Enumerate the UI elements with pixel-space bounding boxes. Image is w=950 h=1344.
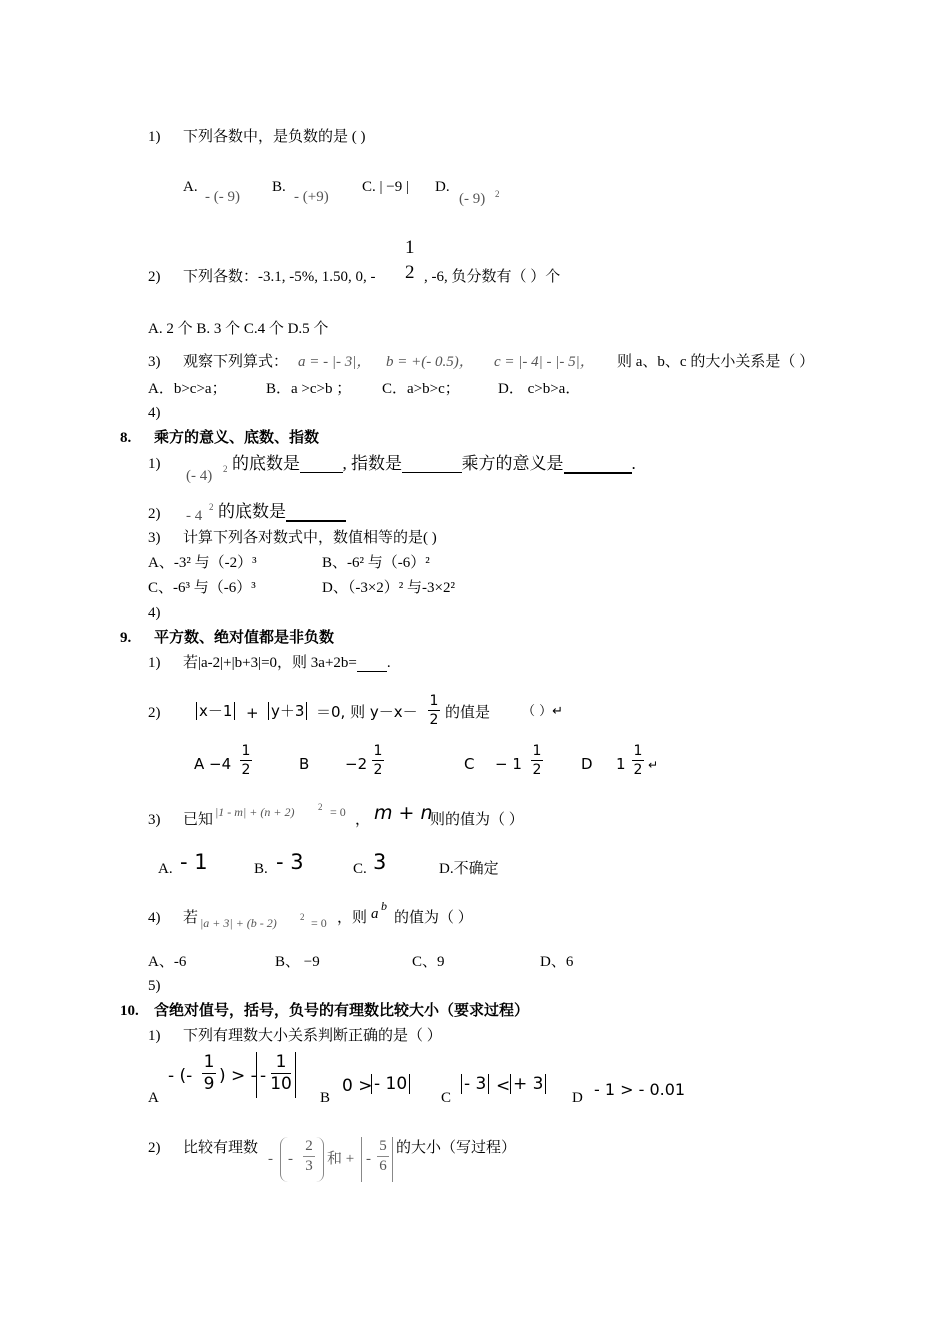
sec10-q1-option-b-expr: 0 > [342,1076,373,1096]
q1-option-d-exponent: 2 [495,189,500,199]
sec9-q2-option-a: A −4 [194,755,232,773]
q2-fraction-numerator: 1 [405,237,415,258]
sec10-q1-option-a-frac1: 1 9 [203,1052,215,1094]
sec9-q1-blank [357,656,387,672]
sec9-q1-end: . [386,655,391,671]
q2-text-after: , -6, 负分数有（ ）个 [424,269,561,285]
section-10-title: 含绝对值号，括号，负号的有理数比较大小（要求过程） [154,1003,530,1019]
sec10-q1-option-a-minus: - [260,1066,267,1086]
sec9-q4-text: 的值为（ ） [394,910,473,926]
sec9-q2-option-c-val: − 1 [495,755,522,773]
sec9-q3-exponent: 2 [318,802,323,812]
section-9-number: 9. [120,630,132,646]
sec10-q2-frac1: 2 3 [303,1139,315,1174]
sec9-q2-abs1: x－1 [196,704,235,719]
section-9-title: 平方数、绝对值都是非负数 [154,630,335,646]
sec10-q1-option-a-frac2: 1 10 [270,1052,292,1094]
section-8-title: 乘方的意义、底数、指数 [154,430,320,446]
q1-option-d-label: D. [435,179,450,195]
sec10-q1-option-c-abs1: - 3 [461,1076,489,1093]
sec9-q2-fraction [428,694,440,727]
sec10-q2-frac2: 5 6 [377,1139,389,1174]
sec9-q4-option-c: C、9 [412,954,445,970]
q3-expr-b: b = +(- 0.5)， [386,354,474,370]
sec8-q2-blank [286,503,346,522]
sec8-q4-number: 4) [148,605,161,621]
sec9-q2-option-d: D [581,755,593,773]
sec10-q1-option-c-label: C [441,1090,452,1106]
sec9-q2-option-c: C [464,755,475,773]
sec8-q1-text2: , 指数是 [342,454,402,473]
sec10-q1-option-b-abs: - 10 [371,1076,410,1093]
sec9-q3-option-d: D.不确定 [439,861,499,877]
sec9-q3-option-a: A. [158,861,173,877]
sec10-q1-text: 下列有理数大小关系判断正确的是（ ） [183,1028,442,1044]
q2-fraction [405,238,415,282]
sec9-q2-option-c-frac: 1 2 [532,743,542,778]
sec9-q3-text: 则的值为（ ） [430,812,524,828]
sec9-q3-option-c: C. [353,861,367,877]
sec8-q2-number: 2) [148,506,161,522]
q1-option-c: C. | −9 | [362,179,409,195]
sec9-q3-number: 3) [148,812,161,828]
q3-number: 3) [148,354,161,370]
sec9-q4-option-a: A、-6 [148,954,187,970]
sec9-q2-tail: 的值是 [445,703,491,721]
sec9-q2-option-a-frac: 1 2 [241,743,251,778]
sec9-q3-option-a-value: - 1 [180,850,208,874]
sec8-q2-line [218,503,346,522]
section-8-number: 8. [120,430,132,446]
sec8-q3-text: 计算下列各对数式中，数值相等的是( ) [183,530,437,546]
sec9-q3-eq: = 0 [330,805,346,819]
q1-option-b-expr: - (+9) [294,189,329,205]
sec9-q4-option-d: D、6 [540,954,574,970]
sec9-q2-eq: ＝0, 则 y－x－ [316,703,418,721]
sec10-q2-inner-minus2: - [366,1151,371,1167]
sec10-q1-option-d-label: D [572,1090,583,1106]
q2-fraction-denominator: 2 [405,262,415,283]
sec8-q3-option-b: B、-6² 与（-6）² [322,555,430,571]
sec9-q1-text: 若|a-2|+|b+3|=0，则 3a+2b= [183,655,357,671]
sec10-q2-inner-minus: - [288,1151,293,1167]
sec8-q1-text3: 乘方的意义是 [461,454,564,473]
q2-options: A. 2 个 B. 3 个 C.4 个 D.5 个 [148,321,329,337]
sec9-q2-fraction-num: 1 [429,693,439,709]
sec9-q4-exponent: 2 [300,912,305,922]
sec9-q3-option-b-value: - 3 [276,850,304,874]
sec9-q2-option-d-frac: 1 2 [633,743,643,778]
sec10-q2-number: 2) [148,1140,161,1156]
q3-option-a: A．b>c>a； [148,381,227,397]
sec8-q2-expr: - 4 [186,508,203,524]
q3-text-after: 则 a、b、c 的大小关系是（ ） [617,354,815,370]
sec9-q1-number: 1) [148,655,161,671]
sec9-q4-option-b: B、 −9 [275,954,320,970]
sec10-q1-option-a-expr1: - (- [168,1066,193,1086]
sec9-q1-line [183,656,391,672]
sec10-q1-option-d-expr: - 1 > - 0.01 [594,1080,686,1099]
q1-text: 下列各数中，是负数的是 ( ) [183,129,366,145]
q3-expr-a: a = - |- 3|， [298,354,372,370]
sec9-q2-number: 2) [148,705,161,721]
sec9-q2-option-d-val: 1 [616,755,626,773]
sec9-q4-pre: 若 [183,910,199,926]
sec10-q1-option-c-lt: < [496,1076,511,1096]
sec8-q3-option-a: A、-3² 与（-2）³ [148,555,257,571]
q1-option-d-expr: (- 9) [459,191,486,207]
sec9-q3-comma: ， [355,812,371,828]
sec9-q2-plus: + [246,704,259,722]
sec8-q1-text1: 的底数是 [232,454,300,473]
sec8-q1-line [232,455,636,474]
sec10-q2-text: 比较有理数 [183,1140,259,1156]
sec10-q1-option-c-abs2: + 3 [510,1076,546,1093]
sec10-q1-option-a-label: A [148,1090,159,1106]
q1-number: 1) [148,129,161,145]
sec9-q3-pre: 已知 [183,812,214,828]
sec8-q1-end: . [631,454,636,473]
sec10-q2-tail: 的大小（写过程） [396,1140,517,1156]
q3-text-before: 观察下列算式： [183,354,289,370]
q1-option-a-expr: - (- 9) [205,189,240,205]
sec8-q1-blank1 [300,455,343,473]
sec9-q2-option-b-frac: 1 2 [373,743,383,778]
sec8-q1-blank3 [564,455,632,474]
sec8-q1-exponent: 2 [223,464,228,474]
sec10-q1-number: 1) [148,1028,161,1044]
sec10-q1-option-a-expr2: ) > - [219,1066,257,1086]
sec9-q2-paren: （ ）↵ [522,704,564,719]
q4-number: 4) [148,405,161,421]
q2-number: 2) [148,269,161,285]
sec9-q2-fraction-den: 2 [429,712,439,728]
sec9-q3-expr: |1 - m| + (n + 2) [215,805,295,819]
sec8-q1-blank2 [402,455,462,473]
sec9-q2-abs2: y＋3 [268,704,307,719]
q2-text-before: 下列各数：-3.1, -5%, 1.50, 0, - [183,269,376,285]
q3-option-c: C．a>b>c； [382,381,460,397]
sec9-q4-number: 4) [148,910,161,926]
sec8-q2-exponent: 2 [209,502,214,512]
sec9-q3-mn: m + n [374,802,433,824]
sec8-q1-number: 1) [148,456,161,472]
sec8-q2-text: 的底数是 [218,502,286,521]
sec9-q4-power: b [381,899,387,913]
sec8-q3-number: 3) [148,530,161,546]
q3-option-d: D． c>b>a． [498,381,581,397]
sec9-q4-base: a [371,906,379,922]
sec9-q2-return-mark: ↵ [648,758,659,772]
sec9-q3-option-b: B. [254,861,268,877]
sec10-q2-and: 和 + [327,1151,355,1167]
sec9-q2-option-b: B [299,755,310,773]
sec9-q3-option-c-value: 3 [373,850,387,874]
sec9-q4-mid: ，则 [337,910,368,926]
q3-expr-c: c = |- 4| - |- 5|， [494,354,595,370]
sec8-q1-expr: (- 4) [186,468,213,484]
sec9-q4-expr: |a + 3| + (b - 2) [200,916,277,930]
sec10-q1-option-b-label: B [320,1090,331,1106]
q1-option-a-label: A. [183,179,198,195]
sec9-q2-option-b-val: −2 [345,755,368,773]
q3-option-b: B．a >c>b ； [266,381,352,397]
sec9-q5-number: 5) [148,978,161,994]
sec8-q3-option-d: D、（-3×2）² 与-3×2² [322,580,455,596]
sec8-q3-option-c: C、-6³ 与（-6）³ [148,580,256,596]
sec10-q2-minus: - [268,1151,273,1167]
section-10-number: 10. [120,1003,139,1019]
sec10-q2-paren [280,1137,324,1182]
q1-option-b-label: B. [272,179,286,195]
sec9-q4-eq: = 0 [311,916,327,930]
